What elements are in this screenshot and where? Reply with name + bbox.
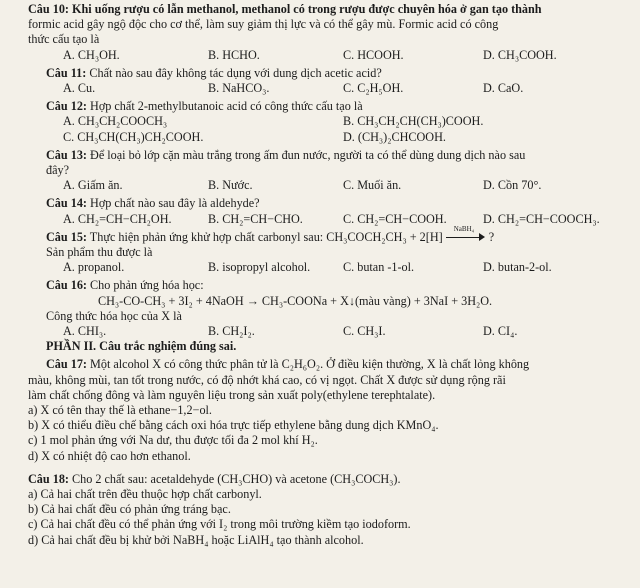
q16-text: Cho phản ứng hóa học: bbox=[86, 278, 204, 293]
q17-stem-line-1 bbox=[8, 357, 634, 372]
q18-text: Cho 2 chất sau: acetaldehyde (CH₃CHO) và acetone (CH₃COCH₃). bbox=[68, 471, 401, 486]
q14-option-b: B. CH₂=CH−CHO. bbox=[208, 211, 303, 226]
q17-stem-line-2: màu, không mùi, tan tốt trong nước, có độ nhớt khá cao, có vị ngọt. Chất X được sử dụng rộng rãi bbox=[28, 372, 506, 387]
q15-arrow-label: NaBH₄ bbox=[453, 224, 475, 233]
q13-label: Câu 13: bbox=[46, 147, 87, 162]
q14-label: Câu 14: bbox=[46, 196, 87, 211]
q15-option-c: C. butan -1-ol. bbox=[343, 260, 415, 275]
q14-option-d: D. CH₂=CH−COOCH₃. bbox=[483, 211, 600, 226]
q15-options bbox=[8, 260, 634, 275]
q15-arrow-line bbox=[446, 237, 482, 238]
q11-option-a: A. Cu. bbox=[63, 81, 96, 95]
q16-options bbox=[8, 324, 634, 339]
q17-label: Câu 17: bbox=[46, 357, 87, 372]
q12-option-b: B. CH₃CH₂CH(CH₃)COOH. bbox=[343, 114, 484, 129]
q13-option-c: C. Muối ăn. bbox=[343, 178, 402, 193]
q13-text: Để loại bỏ lớp cặn màu trắng trong ấm đun nước, người ta có thể dùng dung dịch nào sau bbox=[86, 147, 526, 162]
q15-stem bbox=[8, 224, 634, 245]
q12-text: Hợp chất 2-methylbutanoic acid có công thức cấu tạo là bbox=[86, 99, 363, 114]
q16-option-d: D. CI₄. bbox=[483, 323, 518, 338]
q15-option-d: D. butan-2-ol. bbox=[483, 260, 552, 275]
q16-stem-line-3: Công thức hóa học của X là bbox=[46, 308, 182, 323]
q18-label: Câu 18: bbox=[28, 471, 69, 486]
q15-option-b: B. isopropyl alcohol. bbox=[208, 260, 311, 275]
q15-label: Câu 15: bbox=[46, 229, 87, 244]
q18-statement-c: c) Cả hai chất đều có thể phản ứng với I₂ trong môi trường kiềm tạo iodoform. bbox=[28, 517, 411, 532]
q12-option-d: D. (CH₃)₂CHCOOH. bbox=[343, 129, 446, 144]
q11-option-b: B. NaHCO₃. bbox=[208, 81, 270, 95]
q12-stem bbox=[8, 99, 634, 114]
q10-stem: Câu 10: Khi uống rượu có lẫn methanol, methanol có trong rượu được chuyên hóa ở gan tạo thành bbox=[28, 2, 542, 16]
q10-options bbox=[8, 48, 634, 63]
q13-stem-line-2: đây? bbox=[46, 162, 70, 177]
q17-statement-a: a) X có tên thay thế là ethane−1,2−ol. bbox=[28, 402, 212, 417]
q12-label: Câu 12: bbox=[46, 99, 87, 114]
q13-option-a: A. Giấm ăn. bbox=[63, 178, 123, 193]
q17-text: Một alcohol X có công thức phân tử là C₂H₆O₂. Ở điều kiện thường, X là chất lỏng không bbox=[86, 357, 530, 372]
q10-option-d: D. CH₃COOH. bbox=[483, 47, 557, 62]
q15-tail: ? bbox=[485, 229, 495, 244]
q13-options bbox=[8, 178, 634, 193]
q17-stem-line-3: làm chất chống đông và làm nguyên liệu trong sản xuất poly(ethylene terephtalate). bbox=[28, 387, 436, 402]
part2-title: PHẦN II. Câu trắc nghiệm đúng sai. bbox=[46, 339, 237, 354]
q11-option-d: D. CaO. bbox=[483, 81, 524, 95]
q11-option-c: C. C₂H₅OH. bbox=[343, 81, 404, 95]
q10-option-a: A. CH₃OH. bbox=[63, 47, 120, 62]
q14-stem bbox=[8, 196, 634, 211]
q16-stem bbox=[8, 278, 634, 293]
q18-statement-d: d) Cả hai chất đều bị khử bởi NaBH₄ hoặc LiAlH₄ tạo thành alcohol. bbox=[28, 532, 364, 547]
q16-option-b: B. CH₂I₂. bbox=[208, 323, 255, 338]
q11-stem bbox=[8, 66, 634, 81]
q13-option-b: B. Nước. bbox=[208, 178, 253, 193]
q16-label: Câu 16: bbox=[46, 278, 87, 293]
q14-option-c: C. CH₂=CH−COOH. bbox=[343, 211, 447, 226]
q10-stem-line-3: thức cấu tạo là bbox=[28, 32, 100, 47]
q12-option-a: A. CH₃CH₂COOCH₃ bbox=[63, 114, 168, 129]
q11-options bbox=[8, 81, 634, 96]
q11-label: Câu 11: bbox=[46, 65, 87, 80]
q18-statement-b: b) Cả hai chất đều có phản ứng tráng bạc. bbox=[28, 502, 231, 517]
q12-option-c: C. CH₃CH(CH₃)CH₂COOH. bbox=[63, 129, 204, 144]
q13-stem bbox=[8, 148, 634, 163]
q18-stem bbox=[8, 472, 634, 487]
q10-stem-line-2: formic acid gây ngộ độc cho cơ thể, làm suy giảm thị lực và có thể gây mù. Formic acid có công bbox=[28, 17, 499, 32]
q16-option-a: A. CHI₃. bbox=[63, 323, 107, 338]
q10-option-c: C. HCOOH. bbox=[343, 47, 404, 62]
q10-option-b: B. HCHO. bbox=[208, 47, 260, 62]
q14-option-a: A. CH₂=CH−CH₂OH. bbox=[63, 211, 172, 226]
q18-statement-a: a) Cả hai chất trên đều thuộc hợp chất carbonyl. bbox=[28, 486, 262, 501]
q15-arrow bbox=[446, 224, 486, 244]
q17-statement-d: d) X có nhiệt độ cao hơn ethanol. bbox=[28, 448, 191, 463]
q10-stem-line-1 bbox=[8, 2, 634, 17]
q15-arrow-head bbox=[479, 233, 485, 241]
q12-options-row-2 bbox=[8, 130, 634, 145]
q17-statement-b: b) X có thiểu điều chế bằng cách oxi hóa trực tiếp ethylene bằng dung dịch KMnO₄. bbox=[28, 418, 439, 433]
q16-option-c: C. CH₃I. bbox=[343, 323, 386, 338]
q16-equation: CH₃-CO-CH₃ + 3I₂ + 4NaOH → CH₃-COONa + X↓(màu vàng) + 3NaI + 3H₂O. bbox=[98, 293, 493, 308]
q14-text: Hợp chất nào sau đây là aldehyde? bbox=[86, 196, 260, 211]
q12-options-row-1 bbox=[8, 114, 634, 129]
q11-text: Chất nào sau đây không tác dụng với dung dịch acetic acid? bbox=[86, 65, 382, 80]
q15-text: Thực hiện phản ứng khử hợp chất carbonyl sau: CH₃COCH₂CH₃ + 2[H] bbox=[86, 229, 446, 244]
q13-option-d: D. Cồn 70°. bbox=[483, 178, 542, 193]
q15-option-a: A. propanol. bbox=[63, 260, 125, 275]
q15-stem-line-2: Sản phẩm thu được là bbox=[46, 244, 153, 259]
q17-statement-c: c) 1 mol phản ứng với Na dư, thu được tối đa 2 mol khí H₂. bbox=[28, 433, 318, 448]
q14-options bbox=[8, 212, 634, 227]
